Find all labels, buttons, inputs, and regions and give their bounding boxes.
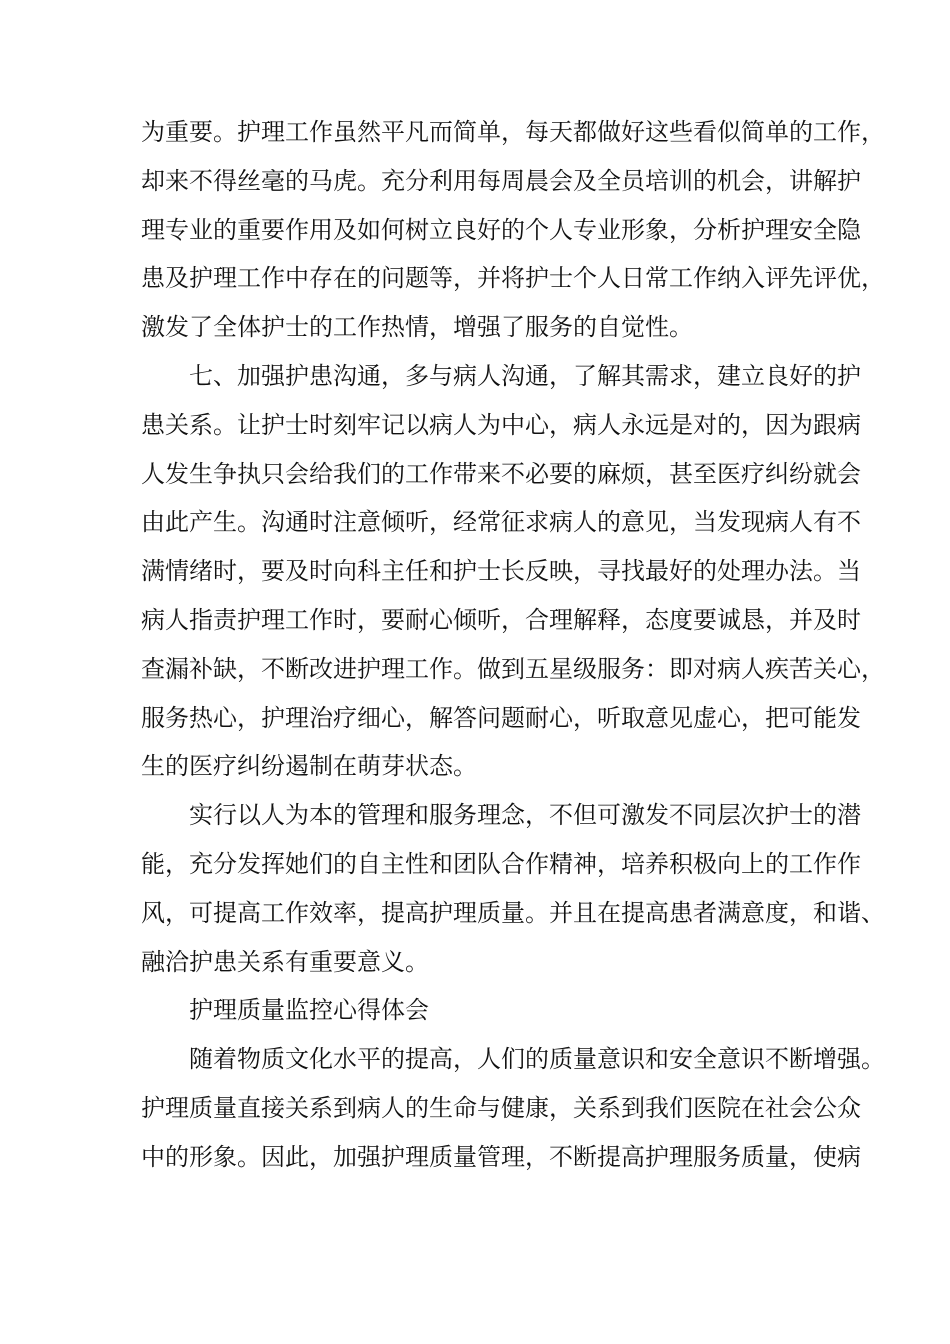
- text-line: 理专业的重要作用及如何树立良好的个人专业形象，分析护理安全隐: [141, 215, 861, 244]
- text-line: 患关系。让护士时刻牢记以病人为中心，病人永远是对的，因为跟病: [141, 410, 861, 439]
- text-line: 风，可提高工作效率，提高护理质量。并且在提高患者满意度，和谐、: [141, 898, 885, 927]
- text-line: 人发生争执只会给我们的工作带来不必要的麻烦，甚至医疗纠纷就会: [141, 459, 861, 488]
- text-line: 实行以人为本的管理和服务理念，不但可激发不同层次护士的潜: [189, 801, 861, 830]
- paragraph-4: [141, 1035, 885, 1181]
- text-line: 由此产生。沟通时注意倾听，经常征求病人的意见，当发现病人有不: [141, 508, 861, 537]
- text-line: 融洽护患关系有重要意义。: [141, 947, 429, 976]
- text-line: 服务热心，护理治疗细心，解答问题耐心，听取意见虚心，把可能发: [141, 703, 861, 732]
- text-line: 病人指责护理工作时，要耐心倾听，合理解释，态度要诚恳，并及时: [141, 605, 861, 634]
- text-line: 查漏补缺，不断改进护理工作。做到五星级服务：即对病人疾苦关心，: [141, 654, 885, 683]
- document-body: [141, 108, 885, 1182]
- text-line: 却来不得丝毫的马虎。充分利用每周晨会及全员培训的机会，讲解护: [141, 166, 861, 195]
- section-heading: 护理质量监控心得体会: [189, 996, 429, 1025]
- text-line: 患及护理工作中存在的问题等，并将护士个人日常工作纳入评先评优，: [141, 264, 885, 293]
- paragraph-3: [141, 791, 885, 986]
- text-line: 七、加强护患沟通，多与病人沟通，了解其需求，建立良好的护: [189, 361, 861, 390]
- text-line: 中的形象。因此，加强护理质量管理，不断提高护理服务质量，使病: [141, 1142, 861, 1171]
- text-line: 为重要。护理工作虽然平凡而简单，每天都做好这些看似简单的工作，: [141, 118, 885, 146]
- paragraph-1: [141, 108, 885, 352]
- text-line: 能，充分发挥她们的自主性和团队合作精神，培养积极向上的工作作: [141, 849, 861, 878]
- paragraph-2: [141, 352, 885, 791]
- text-line: 激发了全体护士的工作热情，增强了服务的自觉性。: [141, 313, 693, 342]
- text-line: 随着物质文化水平的提高，人们的质量意识和安全意识不断增强。: [189, 1045, 885, 1074]
- text-line: 护理质量直接关系到病人的生命与健康，关系到我们医院在社会公众: [141, 1093, 861, 1122]
- text-line: 满情绪时，要及时向科主任和护士长反映，寻找最好的处理办法。当: [141, 557, 861, 586]
- text-line: 生的医疗纠纷遏制在萌芽状态。: [141, 752, 477, 781]
